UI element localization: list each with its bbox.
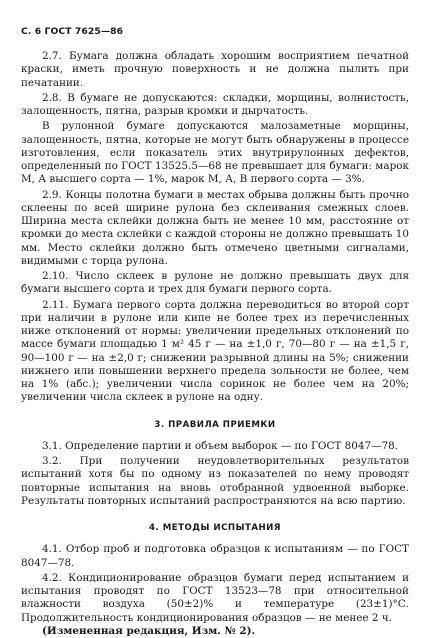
paragraph-3-2: 3.2. При получении неудовлетворительных результатов испытаний хотя бы по одному из показателей по нему проводят повторные испытания на вновь отобранной удвоенной выборке. Результаты повторных испытаний распространяются на всю партию. [21, 455, 409, 507]
paragraph-roll-defects: В рулонной бумаге допускаются малозаметные морщины, залощенность, пятна, которые не могут быть обнаружены в процессе изготовления, если показатель этих внутрирулонных дефектов, определенный по ГОСТ 13525.5—68 не превышает для бумаги: марок М, А высшего сорта — 1%, марок М, А, В первого сорта — 3%. [21, 120, 409, 186]
document-body [21, 50, 409, 638]
page-header: С. 6 ГОСТ 7625—86 [21, 26, 124, 37]
paragraph-2-8: 2.8. В бумаге не допускаются: складки, морщины, волнистость, залощенность, пятна, разрыв кромки и дырчатость. [21, 91, 409, 117]
section-heading-acceptance: 3. ПРАВИЛА ПРИЕМКИ [154, 419, 276, 430]
paragraph-2-10: 2.10. Число склеек в рулоне не должно превышать двух для бумаги высшего сорта и трех для бумаги первого сорта. [21, 270, 409, 296]
paragraph-3-1: 3.1. Определение партии и объем выборок — по ГОСТ 8047—78. [42, 439, 398, 452]
paragraph-2-7: 2.7. Бумага должна обладать хорошим восприятием печатной краски, иметь прочную поверхность и не должна пылить при печатании. [21, 50, 409, 89]
paragraph-2-9: 2.9. Концы полотна бумаги в местах обрыва должны быть прочно склеены по всей ширине рулона без склеивания смежных слоев. Ширина места склейки должна быть не менее 10 мм, расстояние от кромки до места склейки с каждой стороны не должно превышать 10 мм. Место склейки должно быть отмечено цветными сигналами, видимыми с торца рулона. [21, 188, 409, 267]
paragraph-4-1: 4.1. Отбор проб и подготовка образцов к испытаниям — по ГОСТ 8047—78. [21, 543, 409, 569]
paragraph-2-11: 2.11. Бумага первого сорта должна переводиться во второй сорт при наличии в рулоне или кипе не более трех из перечисленных ниже отклонений от нормы: увеличении предельных отклонений по массе бумаги площадью 1 м² 45 г — на ±1,0 г, 70—80 г — на ±1,5 г, 90—100 г — на ±2,0 г; снижении разрывной длины на 5%; снижении нижнего или повышении верхнего предела зольности не более, чем на 1% (абс.); увеличении числа соринок не более чем на 20%; увеличении числа склеек в рулоне на одну. [21, 298, 409, 404]
section-heading-test-methods: 4. МЕТОДЫ ИСПЫТАНИЯ [149, 523, 281, 533]
revision-note: (Измененная редакция, Изм. № 2). [42, 624, 256, 637]
paragraph-4-2: 4.2. Кондиционирование образцов бумаги перед испытанием и испытания проводят по ГОСТ 13523—78 при относительной влажности воздуха (50±2)% и температуре (23±1)°С. Продолжительность кондиционирования образцов — не менее 2 ч. [21, 571, 409, 624]
